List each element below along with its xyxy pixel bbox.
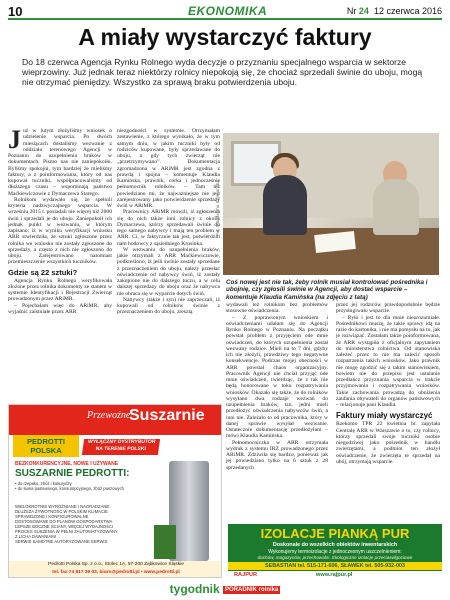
pedrotti-logo: PEDROTTI POLSKA	[13, 435, 79, 457]
footer-partner-logo: PORADNIK rolnika	[225, 586, 279, 593]
photo-caption: Coś nowej jest nie tak, żeby rolnik musiał kontrolować pośrednika i ubojnię, czy zgłosili świnie w Agencji, aby dostać wsparcie – komentuje Klaudia Kamińska (na zdjęciu z tatą)	[226, 279, 428, 301]
rajpur-logo: RAJPUR	[234, 572, 258, 578]
ad-title: IZOLACJE PIANKĄ PUR	[260, 526, 410, 541]
page-footer	[0, 582, 450, 596]
article-column-3: wydawali też rolnikom bez problemów stosowne oświadczenia. – Z poprawionym wnioskiem i oświadczeniami udałam się do Agencji Rynku Rolnego w Poznaniu. Na początku powstał problem z przyjęciem ode mnie oświadczeń, do których uzupełnienia został wezwany rodzice. Mieli na to 7 dni, gdyby ich nie złożyli, prawdziwy tego negatywne konsekwencje. Podczas mojej obecności w ARR powstał chaos organizacyjny. Pracownik Agencji nie chciał przyjąć ode mnie oświadczeń, twierdząc, że z tak nie będą honorowane w toku rozpatrywania wniosków. Okazało się także, że do rolników wysyłano dwa rodzaje wezwań do uzupełnienia braków, tzn. jedni mieli przedłożyć oświadczenia nabywców świń, a inni nie. Zależało to od pracownika, który w danej sprawie wysyłał wezwanie. Ostatecznie dokumentację przedłożyłam – mówi Klaudia Kamińska. Pełnomocniczka w ARR otrzymała wydruk z systemu IRZ prowadzonego przez ARiMR. Zdziwiła się bardzo, ponieważ jak jej powiedziano tylko na 6 sztuk z 28 sprzedanych	[226, 302, 328, 471]
ad-brand: Suszarnie	[129, 407, 205, 424]
box-heading: Faktury miały wystarczyć	[336, 411, 433, 421]
photo-credit: Fot. Magdalena Szymańska	[215, 180, 220, 236]
article-column-2: niezgodności w systemie. Otrzymałam zestawienie, z którego wynikało, że w tym samym dniu, w jakim tuczniki były od rodziców kupowane, były sprzedawane do uboju, a gdy tych zwierząt nie „przetrzymywano”. Dokumentacja zgromadzona w ARiMR jest zgodna z prawdą i spójna – komentuje Klaudia Kamińska, prawnik, córka i jednocześnie pełnomocnik rolników. – Tam też powiedziano mi, że najważniejsze nie jest zarejestrowany jako potwierdzenie sprzedaży świń w ARiMR. Pracownicy ARiMR mówili, iż zgłoszenia się do nich także inni rolnicy z okolic Dymaczewa, którzy sprzedawali świnie do tego samego nabywcy i mają ten problem w ARR. Ci, w faktycznie tak jest, potwierdzili nam hodowcy z sąsiedniego Krosinka. W wezwaniu do uzupełnienia braków, jakie otrzymali z ARR Maćkiewiczowie, podkreślono, iż jeśli świnie zostały sprzedane z przeznaczeniem do uboju, należy przesłać oświadczenie od nabywcy świń, iż zostały zakupione nie do dalszego tuczu, a w celu dalszej sprzedaży do uboju oraz że nabywca nie obraca się w wyparcie dotych świń. Nabywcy (także i syn) nie zaprzeczali, iż kupowali od rolników świnie z przeznaczeniem do uboju, zresztą	[117, 128, 220, 316]
ad-banner: WYŁĄCZNY DYSTRYBUTOR NA TERENIE POLSKI	[82, 439, 160, 455]
article-photo	[223, 133, 439, 275]
subheading: Gdzie są 22 sztuki?	[8, 267, 78, 277]
ad-pedrotti-suszarnie[interactable]: Przewoźne Suszarnie PEDROTTI POLSKA WYŁĄCZNY DYSTRYBUTOR NA TERENIE POLSKI BEZKONKURENCYJNE, NOWE I UŻYWANE SUSZARNIE PEDROTTI: • do rzepaku, zbóż i kukurydzy • do siana pastewnego, konsumpcyjnego, zbóż paszowych WIELOKROTNIE WYRÓŻNIANE I NAGRADZANE DŁUŻSZA ŻYWOTNOŚĆ W POLSKIM KLIMACIE SPRAWDZONE I KONFIGUROWALNE DOSTOSOWANE DO PLANÓW GOSPODARSTWA LEPSZE BOCZNE ŚCIANY, WIĘCEJ WYDAJNOŚCI PROCES SUSZENIA W PEŁNI ZAUTOMATYZOWANY Z LICHA DAWANIAMI SERWIS SAMOTNE AUTORYZOWANE SERWIS Pedrotti Polska Sp. z o.o., Stolec 1A, 57-200 Ząbkowice Śląskie tel. fax 74 817 36 03, biuro@pedrotti.pl • www.pedrotti.pl	[8, 404, 222, 578]
ad-phones: SEBASTIAN tel. 515-171-606, SŁAWEK tel. 505-932-003	[228, 562, 442, 570]
article-column-1: Już w lutym złożyliśmy wniosek o udzielenie wsparcia. Po dwóch miesiącach dostaliśmy wezwanie z oddziału terenowego Agencji w Poznaniu do uzupełnienia braków w dokumentach. Pismo nas nie zaniepokoiło. Byliśmy spokojni, tym bardziej że mieliśmy faktury, a z poinformowania, który od nas kupował tuczniki, współpracowaliśmy od dłuższego czasu – wspominają państwo Maćkiewiczowie z Dymaczewa Starego. Rolnikom wydawało się, że spełnili kryteria nadzwyczajnego wsparcia. W wrześniu 2015 r. posiadali nie więcej niż 2000 świń i sprzedali je do uboju. Zaniepokoił ich jednak punkt w wezwaniu, w którym zapisano, iż w wyniku weryfikacji wniosku ARR stwierdziła, że sztuki zgłoszone przez rolnika we wniosku nie zostały zgłoszone do sprzedaży, a często z nich nie zgłoszono do uboju. Zarejestrowano natomiast przemieszczenie wszystkich tuczników. Gdzie są 22 sztuki? Agencja Rynku Rolnego weryfikowała złożone przez rolnika dokumenty ze stanem w systemie Identyfikacji i Rejestracji Zwierząt prowadzonym przez ARiMR. – Pojechałam więc do ARiMR, aby wyjaśnić zaistniałe przez ARR	[8, 125, 112, 315]
article-lead: Do 18 czerwca Agencja Rynku Rolnego wyda decyzje o przyznaniu specjalnego wsparcia w sektorze wieprzowiny. Już jednak teraz niektórzy rolnicy niepokoją się, że chociaż sprzedali świnie do uboju, mogą nie otrzymać pieniędzy. Wszystko za sprawą braku potwierdzenia uboju.	[22, 57, 423, 88]
page-number: 10	[8, 4, 23, 19]
page-header	[8, 6, 442, 20]
issue-info: Nr 24 12 czerwca 2016	[346, 6, 442, 16]
article-column-4: przez jej rodziców prawdopodobnie będzie przysługiwało wsparcie. – Było i jest to dla mnie niezrozumiałe. Pośrednikowi muszę, że takie sprawy idą na razie do kartonika, i nie ma pomysłu na to, jak je rozwiązać. Zostałam także poinformowana, że ARR wystąpiła z oficjalnym zapytaniem do ministerstwa rolnictwa. Od stanowiska zależeć przez to nie ma zalecić sposób rozpatrzenia takich wniosków. Jako prawnik nie mogę zgodzić się z takim stanowiskiem, bowiem nie do przepisu jest ustalanie przedłańcz przyznania wsparcia w trakcie przyjmowania i rozpatrywania wniosków. Takie zachowania prowadzą do obniżenia zaufania obywateli do organów państwowych – relacjonuje pani Klaudia. Faktury miały wystarczyć Rzekomo TPR 22 kwietnia br. zapytała Centralę ARR w Warszawie o to, czy rolnicy, którzy sprzedali swoje tuczniki osobie niegodziwej jako pośrednik w handlu zwierzętami, a podmiot ten złożył oświadczenie, że zwierzęta te sprzedał na ubój, otrzymają wsparcie.	[336, 302, 440, 465]
footer-brand: tygodnik	[169, 582, 220, 596]
ad-rajpur-izolacje[interactable]: IZOLACJE PIANKĄ PUR Doskonale do wszelkich obiektów inwentarskich Wykonujemy termoizolacje z jednoczesnym uszczelnieniem: dachów, magazynów, przechowalni. Ekologiczne izolacje przeciwwilgociowe SEBASTIAN tel. 515-171-606, SŁAWEK tel. 505-932-003 RAJPUR www.rajpur.pl	[228, 524, 442, 580]
ad-website-link[interactable]: www.rajpur.pl	[316, 572, 353, 578]
dropcap: J	[8, 125, 21, 154]
ad-footer: Pedrotti Polska Sp. z o.o., Stolec 1A, 57-200 Ząbkowice Śląskie tel. fax 74 817 36 03, biuro@pedrotti.pl • www.pedrotti.pl	[9, 561, 222, 578]
dryer-base-image	[154, 525, 176, 559]
section-title: EKONOMIKA	[188, 4, 268, 18]
article-title: A miały wystarczyć faktury	[78, 24, 372, 50]
